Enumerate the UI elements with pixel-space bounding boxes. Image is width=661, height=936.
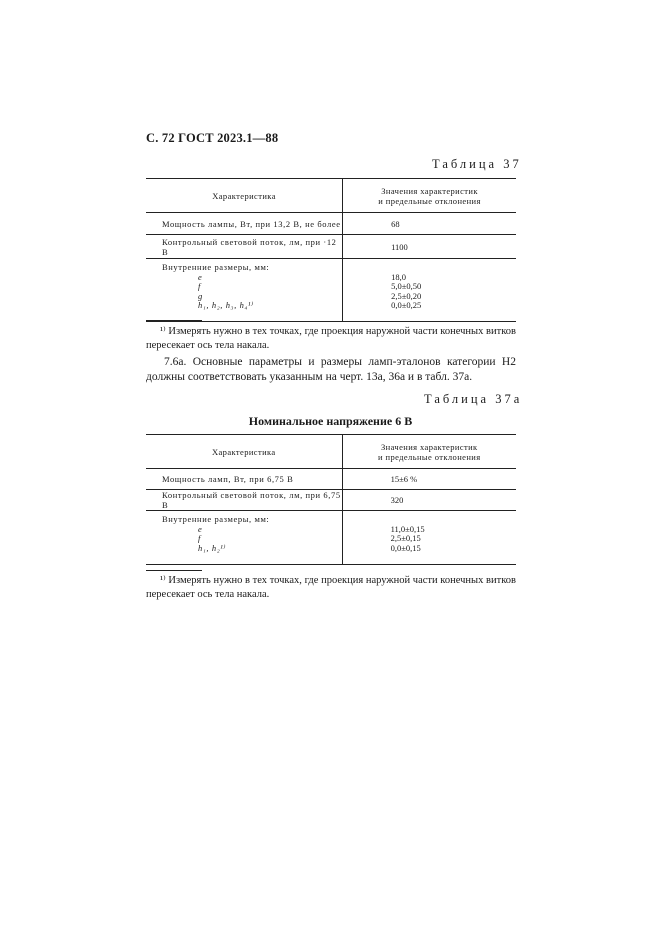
row-label: Мощность ламп, Вт, при 6,75 В <box>146 469 342 490</box>
dim-value: 0,0±0,15 <box>390 542 421 553</box>
row-value: 68 <box>391 218 400 229</box>
dim-name: e <box>198 271 203 282</box>
dim-name: f <box>198 281 201 292</box>
dims-label: Внутренние размеры, мм: <box>162 514 270 524</box>
table-row <box>146 469 516 490</box>
dim-name: g <box>198 290 203 301</box>
row-value: 1100 <box>391 241 408 252</box>
table-row <box>146 259 516 322</box>
table-37a <box>146 434 516 565</box>
dim-value: 2,5±0,15 <box>390 533 421 544</box>
table-row <box>146 490 516 511</box>
table-37-header-characteristic: Характеристика <box>146 179 343 213</box>
footnote-2: ¹⁾ Измерять нужно в тех точках, где проекция наружной части конечных витков пересекает ось тела накала. <box>146 575 516 600</box>
dim-value: 2,5±0,20 <box>391 290 422 301</box>
table-37a-header-values: Значения характеристик и предельные отклонения <box>342 435 516 469</box>
row-label: Мощность лампы, Вт, при 13,2 В, не более <box>146 213 343 235</box>
dim-name: h₁, h₂, h₃, h₄¹⁾ <box>198 300 254 311</box>
table-row <box>146 235 516 259</box>
dim-value: 0,0±0,25 <box>391 300 422 311</box>
section-7-6a-paragraph: 7.6а. Основные параметры и размеры ламп-эталонов категории Н2 должны соответствовать указанным на черт. 13а, 36а и в табл. 37а. <box>146 356 516 383</box>
dim-value: 18,0 <box>391 271 406 282</box>
dim-value: 11,0±0,15 <box>390 523 425 534</box>
footnote-divider <box>146 320 202 321</box>
footnote-1: ¹⁾ Измерять нужно в тех точках, где проекция наружной части конечных витков пересекает ось тела накала. <box>146 326 516 351</box>
row-value: 320 <box>390 495 404 505</box>
table-37a-header-characteristic: Характеристика <box>146 435 342 469</box>
dim-name: f <box>198 533 201 544</box>
table-row <box>146 511 516 565</box>
table-row <box>146 213 516 235</box>
dim-name: h₁, h₂¹⁾ <box>198 542 227 553</box>
table-37a-subtitle: Номинальное напряжение 6 В <box>248 414 413 428</box>
table-37a-caption: Таблица 37а <box>424 392 523 406</box>
page-header: С. 72 ГОСТ 2023.1—88 <box>146 131 279 145</box>
row-value: 15±6 % <box>390 474 418 484</box>
row-label: Контрольный световой поток, лм, при ·12 В <box>146 235 343 259</box>
table-37 <box>146 178 516 322</box>
table-37-header-values: Значения характеристик и предельные отклонения <box>343 179 516 213</box>
dim-name: e <box>198 523 203 534</box>
row-label: Контрольный световой поток, лм, при 6,75 В <box>146 490 342 511</box>
table-37-caption: Таблица 37 <box>432 157 522 171</box>
footnote-divider <box>146 570 202 571</box>
dim-value: 5,0±0,50 <box>391 281 422 292</box>
dims-label: Внутренние размеры, мм: <box>162 262 270 272</box>
